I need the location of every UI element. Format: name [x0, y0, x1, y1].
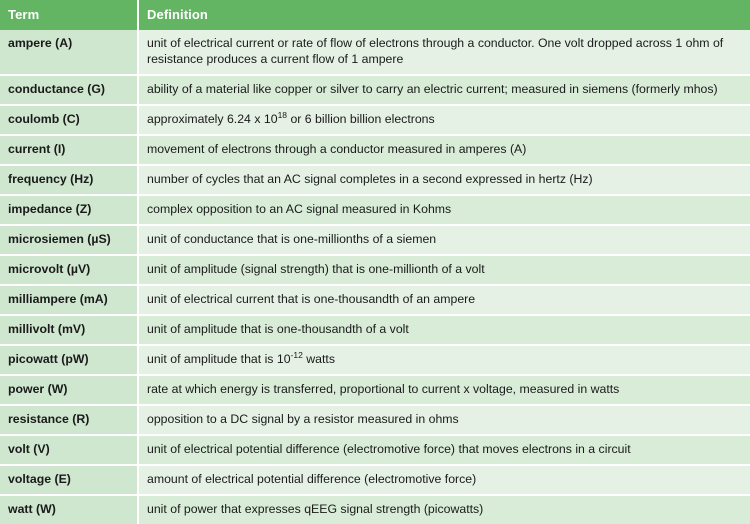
table-row [0, 345, 750, 375]
definition-cell: unit of amplitude that is $10^{-12}$ watts [138, 345, 750, 375]
exponent: -12 [290, 349, 303, 360]
term-cell: voltage (E) [0, 465, 138, 495]
definition-cell: unit of electrical current that is one-thousandth of an ampere [138, 285, 750, 315]
term-cell: resistance (R) [0, 405, 138, 435]
term-cell: current (I) [0, 135, 138, 165]
table-row [0, 315, 750, 345]
table-row [0, 435, 750, 465]
table-body [0, 30, 750, 524]
term-cell: millivolt (mV) [0, 315, 138, 345]
definition-cell: unit of electrical current or rate of flow of electrons through a conductor. One volt dropped across 1 ohm of resistance produces a current flow of 1 ampere [138, 30, 750, 75]
term-cell: power (W) [0, 375, 138, 405]
table-row [0, 195, 750, 225]
column-header-definition: Definition [138, 0, 750, 30]
term-cell: volt (V) [0, 435, 138, 465]
table-row [0, 375, 750, 405]
term-cell: picowatt (pW) [0, 345, 138, 375]
term-cell: watt (W) [0, 495, 138, 524]
definition-cell: amount of electrical potential difference (electromotive force) [138, 465, 750, 495]
definition-cell: complex opposition to an AC signal measured in Kohms [138, 195, 750, 225]
table-row [0, 495, 750, 524]
definition-cell: unit of electrical potential difference (electromotive force) that moves electrons in a circuit [138, 435, 750, 465]
term-cell: microsiemen (µS) [0, 225, 138, 255]
table-row [0, 135, 750, 165]
term-cell: microvolt (µV) [0, 255, 138, 285]
definition-cell: unit of amplitude (signal strength) that is one-millionth of a volt [138, 255, 750, 285]
table-header [0, 0, 750, 30]
table-row [0, 285, 750, 315]
table-row [0, 30, 750, 75]
definition-cell: ability of a material like copper or silver to carry an electric current; measured in siemens (formerly mhos) [138, 75, 750, 105]
term-cell: ampere (A) [0, 30, 138, 75]
definition-cell: rate at which energy is transferred, proportional to current x voltage, measured in watts [138, 375, 750, 405]
table-row [0, 255, 750, 285]
definition-cell: unit of power that expresses qEEG signal strength (picowatts) [138, 495, 750, 524]
column-header-term: Term [0, 0, 138, 30]
table-row [0, 405, 750, 435]
table-row [0, 165, 750, 195]
table-header-row [0, 0, 750, 30]
table-row [0, 225, 750, 255]
exponent: 18 [277, 109, 288, 120]
definition-cell: movement of electrons through a conductor measured in amperes (A) [138, 135, 750, 165]
term-cell: impedance (Z) [0, 195, 138, 225]
term-cell: milliampere (mA) [0, 285, 138, 315]
term-cell: frequency (Hz) [0, 165, 138, 195]
definition-cell: opposition to a DC signal by a resistor measured in ohms [138, 405, 750, 435]
table-row [0, 105, 750, 135]
table-row [0, 75, 750, 105]
definition-cell: unit of amplitude that is one-thousandth of a volt [138, 315, 750, 345]
table-row [0, 465, 750, 495]
definition-cell: approximately 6.24 x $10^{18}$ or 6 billion billion electrons [138, 105, 750, 135]
term-cell: conductance (G) [0, 75, 138, 105]
definition-cell: number of cycles that an AC signal completes in a second expressed in hertz (Hz) [138, 165, 750, 195]
definition-cell: unit of conductance that is one-millionths of a siemen [138, 225, 750, 255]
term-cell: coulomb (C) [0, 105, 138, 135]
